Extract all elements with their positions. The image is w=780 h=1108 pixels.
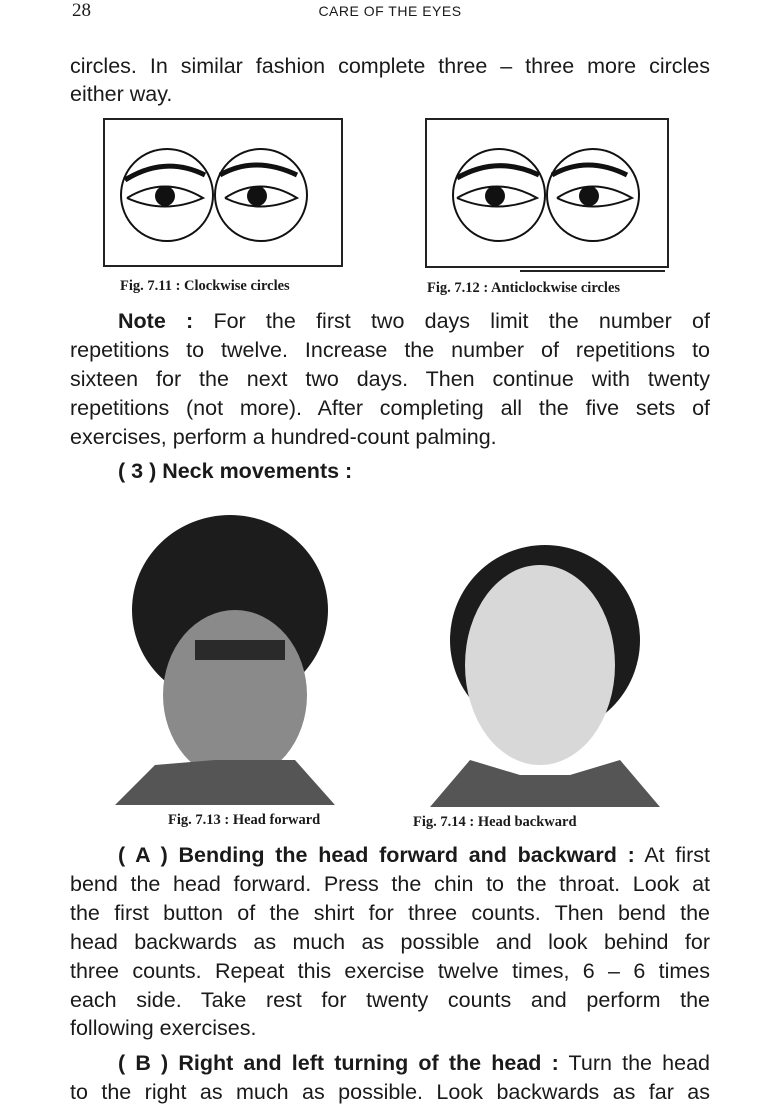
eyes-anticlockwise-illustration (427, 120, 667, 266)
page-number: 28 (72, 0, 91, 21)
text-line: circles. In similar fashion complete three – three more circles (70, 54, 710, 78)
text-line: repetitions to twelve. Increase the number of repetitions to (70, 338, 710, 362)
text-line: either way. (70, 82, 173, 106)
section-heading: ( 3 ) Neck movements : (118, 459, 353, 483)
text-line: bend the head forward. Press the chin to the throat. Look at (70, 872, 710, 896)
para-a-label: ( A ) Bending the head forward and backward : (118, 843, 635, 867)
text-line: head backwards as much as possible and look behind for (70, 930, 710, 954)
figure-caption: Fig. 7.13 : Head forward (168, 812, 321, 828)
para-a-line (70, 841, 710, 870)
running-title: CARE OF THE EYES (318, 3, 462, 19)
text-span: Turn the head (568, 1051, 710, 1075)
figure-anticlockwise-circles (425, 118, 669, 268)
text-line: three counts. Repeat this exercise twelve times, 6 – 6 times (70, 959, 710, 983)
note-line (70, 307, 710, 336)
text-span: For the first two days limit the number of (213, 309, 710, 333)
text-span: At first (644, 843, 710, 867)
text-line: to the right as much as possible. Look backwards as far as (70, 1080, 710, 1104)
divider (520, 270, 665, 272)
text-line: exercises, perform a hundred-count palming. (70, 425, 497, 449)
note-label: Note : (118, 309, 194, 333)
figure-caption: Fig. 7.11 : Clockwise circles (120, 278, 290, 294)
text-line: repetitions (not more). After completing all the five sets of (70, 396, 710, 420)
figure-clockwise-circles (103, 118, 343, 267)
text-line: each side. Take rest for twenty counts and perform the (70, 988, 710, 1012)
para-b-label: ( B ) Right and left turning of the head : (118, 1051, 559, 1075)
figure-caption: Fig. 7.14 : Head backward (413, 814, 577, 830)
photo-head-backward (410, 545, 660, 807)
para-b-line (70, 1049, 710, 1078)
eyes-clockwise-illustration (105, 120, 341, 265)
text-line: following exercises. (70, 1016, 257, 1040)
figure-caption: Fig. 7.12 : Anticlockwise circles (427, 280, 621, 296)
text-line: sixteen for the next two days. Then continue with twenty (70, 367, 710, 391)
text-line: the first button of the shirt for three counts. Then bend the (70, 901, 710, 925)
photo-head-forward (95, 510, 345, 805)
